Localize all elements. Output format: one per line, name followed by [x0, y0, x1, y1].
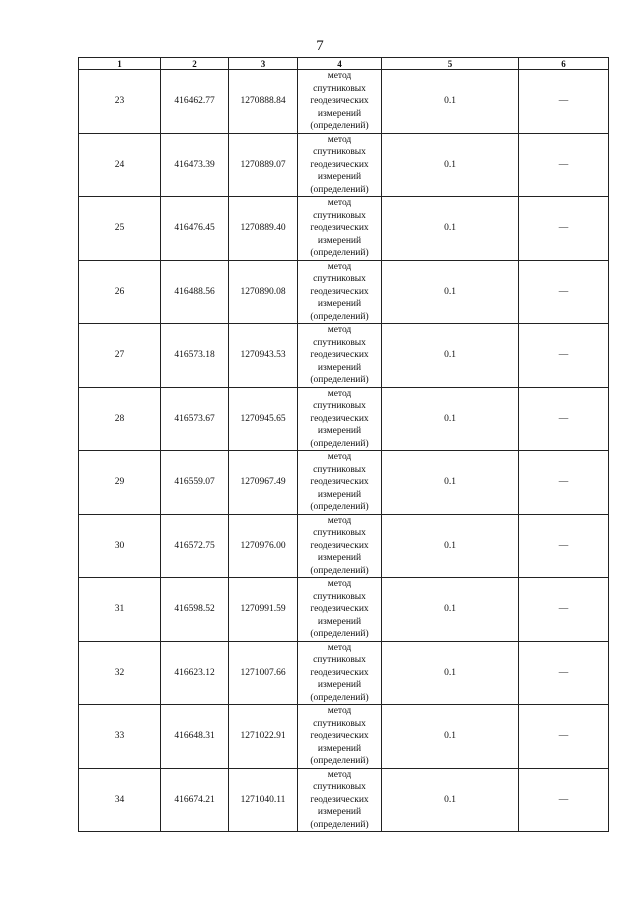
point-number-cell: 27: [79, 324, 161, 388]
method-line: (определений): [310, 375, 369, 385]
method-line: геодезических: [310, 223, 369, 233]
method-line: спутниковых: [313, 655, 366, 665]
method-cell: [298, 578, 382, 642]
method-line: измерений: [317, 616, 362, 627]
x-coordinate-cell: 416648.31: [161, 705, 229, 769]
method-line: спутниковых: [313, 210, 366, 221]
method-line: геодезических: [310, 540, 369, 551]
method-line: метод: [327, 452, 352, 462]
method-line: спутниковых: [313, 274, 366, 284]
method-cell: [298, 197, 382, 261]
page-number: 7: [316, 38, 324, 54]
method-line: геодезических: [310, 794, 369, 805]
accuracy-cell: 0.1: [382, 387, 519, 451]
method-line: (определений): [310, 248, 369, 258]
point-number-cell: 28: [79, 387, 161, 451]
note-cell: —: [519, 387, 609, 451]
note-cell: —: [519, 324, 609, 388]
x-coordinate-cell: 416559.07: [161, 451, 229, 515]
table-row: [79, 387, 609, 451]
note-cell: —: [519, 705, 609, 769]
y-coordinate-cell: 1270976.00: [229, 514, 298, 578]
accuracy-cell: 0.1: [382, 578, 519, 642]
method-cell: [298, 768, 382, 832]
method-line: (определений): [310, 692, 369, 703]
method-line: измерений: [317, 680, 362, 690]
table-row: [79, 197, 609, 261]
x-coordinate-cell: 416674.21: [161, 768, 229, 832]
method-line: геодезических: [310, 159, 369, 170]
table-row: [79, 70, 609, 134]
y-coordinate-cell: 1270967.49: [229, 451, 298, 515]
method-line: геодезических: [310, 731, 369, 741]
point-number-cell: 23: [79, 70, 161, 134]
method-line: измерений: [317, 235, 362, 246]
method-line: геодезических: [310, 350, 369, 360]
method-cell: [298, 387, 382, 451]
method-line: геодезических: [310, 477, 369, 487]
table-row: [79, 768, 609, 832]
method-line: (определений): [310, 629, 369, 639]
note-cell: —: [519, 514, 609, 578]
table-row: [79, 133, 609, 197]
point-number-cell: 26: [79, 260, 161, 324]
x-coordinate-cell: 416573.18: [161, 324, 229, 388]
y-coordinate-cell: 1270889.40: [229, 197, 298, 261]
method-line: измерений: [317, 299, 362, 309]
x-coordinate-cell: 416623.12: [161, 641, 229, 705]
method-line: (определений): [310, 184, 369, 195]
method-line: спутниковых: [313, 591, 366, 602]
method-cell: [298, 324, 382, 388]
point-number-cell: 32: [79, 641, 161, 705]
method-line: измерений: [317, 108, 362, 119]
method-line: спутниковых: [313, 147, 366, 157]
point-number-cell: 34: [79, 768, 161, 832]
point-number-cell: 33: [79, 705, 161, 769]
coordinates-table: [78, 57, 609, 832]
method-line: (определений): [310, 819, 369, 830]
column-header: 5: [382, 58, 519, 70]
y-coordinate-cell: 1270890.08: [229, 260, 298, 324]
column-header: 1: [79, 58, 161, 70]
method-line: измерений: [317, 553, 362, 563]
accuracy-cell: 0.1: [382, 768, 519, 832]
x-coordinate-cell: 416473.39: [161, 133, 229, 197]
table-row: [79, 578, 609, 642]
column-header: 2: [161, 58, 229, 70]
table-row: [79, 260, 609, 324]
accuracy-cell: 0.1: [382, 705, 519, 769]
y-coordinate-cell: 1271022.91: [229, 705, 298, 769]
column-header: 4: [298, 58, 382, 70]
method-cell: [298, 133, 382, 197]
y-coordinate-cell: 1270889.07: [229, 133, 298, 197]
table-row: [79, 324, 609, 388]
note-cell: —: [519, 641, 609, 705]
method-line: спутниковых: [313, 528, 366, 538]
y-coordinate-cell: 1271040.11: [229, 768, 298, 832]
table-body: [79, 70, 609, 832]
point-number-cell: 24: [79, 133, 161, 197]
method-line: метод: [327, 388, 352, 399]
accuracy-cell: 0.1: [382, 324, 519, 388]
method-line: спутниковых: [313, 464, 366, 475]
note-cell: —: [519, 70, 609, 134]
method-line: геодезических: [310, 667, 369, 678]
method-line: (определений): [310, 756, 369, 766]
method-line: измерений: [317, 743, 362, 754]
method-cell: [298, 514, 382, 578]
method-line: измерений: [317, 807, 362, 817]
point-number-cell: 31: [79, 578, 161, 642]
accuracy-cell: 0.1: [382, 641, 519, 705]
method-line: геодезических: [310, 413, 369, 424]
method-cell: [298, 705, 382, 769]
method-line: метод: [327, 261, 352, 272]
x-coordinate-cell: 416488.56: [161, 260, 229, 324]
table-row: [79, 705, 609, 769]
y-coordinate-cell: 1270991.59: [229, 578, 298, 642]
column-header: 3: [229, 58, 298, 70]
method-line: геодезических: [310, 286, 369, 297]
y-coordinate-cell: 1270945.65: [229, 387, 298, 451]
accuracy-cell: 0.1: [382, 260, 519, 324]
column-header: 6: [519, 58, 609, 70]
method-line: геодезических: [310, 96, 369, 106]
accuracy-cell: 0.1: [382, 133, 519, 197]
note-cell: —: [519, 133, 609, 197]
x-coordinate-cell: 416598.52: [161, 578, 229, 642]
note-cell: —: [519, 451, 609, 515]
method-line: спутниковых: [313, 782, 366, 792]
note-cell: —: [519, 768, 609, 832]
point-number-cell: 29: [79, 451, 161, 515]
method-line: измерений: [317, 172, 362, 182]
method-line: метод: [327, 325, 352, 335]
method-line: (определений): [310, 502, 369, 512]
note-cell: —: [519, 197, 609, 261]
method-line: (определений): [310, 565, 369, 576]
method-line: метод: [327, 579, 352, 589]
x-coordinate-cell: 416476.45: [161, 197, 229, 261]
table-row: [79, 641, 609, 705]
method-line: спутниковых: [313, 718, 366, 729]
x-coordinate-cell: 416572.75: [161, 514, 229, 578]
method-cell: [298, 70, 382, 134]
accuracy-cell: 0.1: [382, 514, 519, 578]
method-line: спутниковых: [313, 83, 366, 94]
method-line: геодезических: [310, 604, 369, 614]
point-number-cell: 30: [79, 514, 161, 578]
method-line: спутниковых: [313, 337, 366, 348]
method-line: спутниковых: [313, 401, 366, 411]
method-line: измерений: [317, 489, 362, 500]
accuracy-cell: 0.1: [382, 197, 519, 261]
accuracy-cell: 0.1: [382, 451, 519, 515]
method-line: измерений: [317, 426, 362, 436]
x-coordinate-cell: 416462.77: [161, 70, 229, 134]
method-cell: [298, 260, 382, 324]
method-line: (определений): [310, 121, 369, 131]
method-cell: [298, 641, 382, 705]
y-coordinate-cell: 1270888.84: [229, 70, 298, 134]
method-line: метод: [327, 134, 352, 145]
y-coordinate-cell: 1270943.53: [229, 324, 298, 388]
method-line: метод: [327, 515, 352, 526]
method-line: метод: [327, 71, 352, 81]
table-row: [79, 514, 609, 578]
note-cell: —: [519, 578, 609, 642]
method-cell: [298, 451, 382, 515]
method-line: метод: [327, 198, 352, 208]
point-number-cell: 25: [79, 197, 161, 261]
method-line: метод: [327, 642, 352, 653]
method-line: метод: [327, 769, 352, 780]
note-cell: —: [519, 260, 609, 324]
table-header-row: [79, 58, 609, 70]
accuracy-cell: 0.1: [382, 70, 519, 134]
method-line: измерений: [317, 362, 362, 373]
y-coordinate-cell: 1271007.66: [229, 641, 298, 705]
method-line: (определений): [310, 438, 369, 449]
method-line: (определений): [310, 311, 369, 322]
table-row: [79, 451, 609, 515]
method-line: метод: [327, 706, 352, 716]
x-coordinate-cell: 416573.67: [161, 387, 229, 451]
